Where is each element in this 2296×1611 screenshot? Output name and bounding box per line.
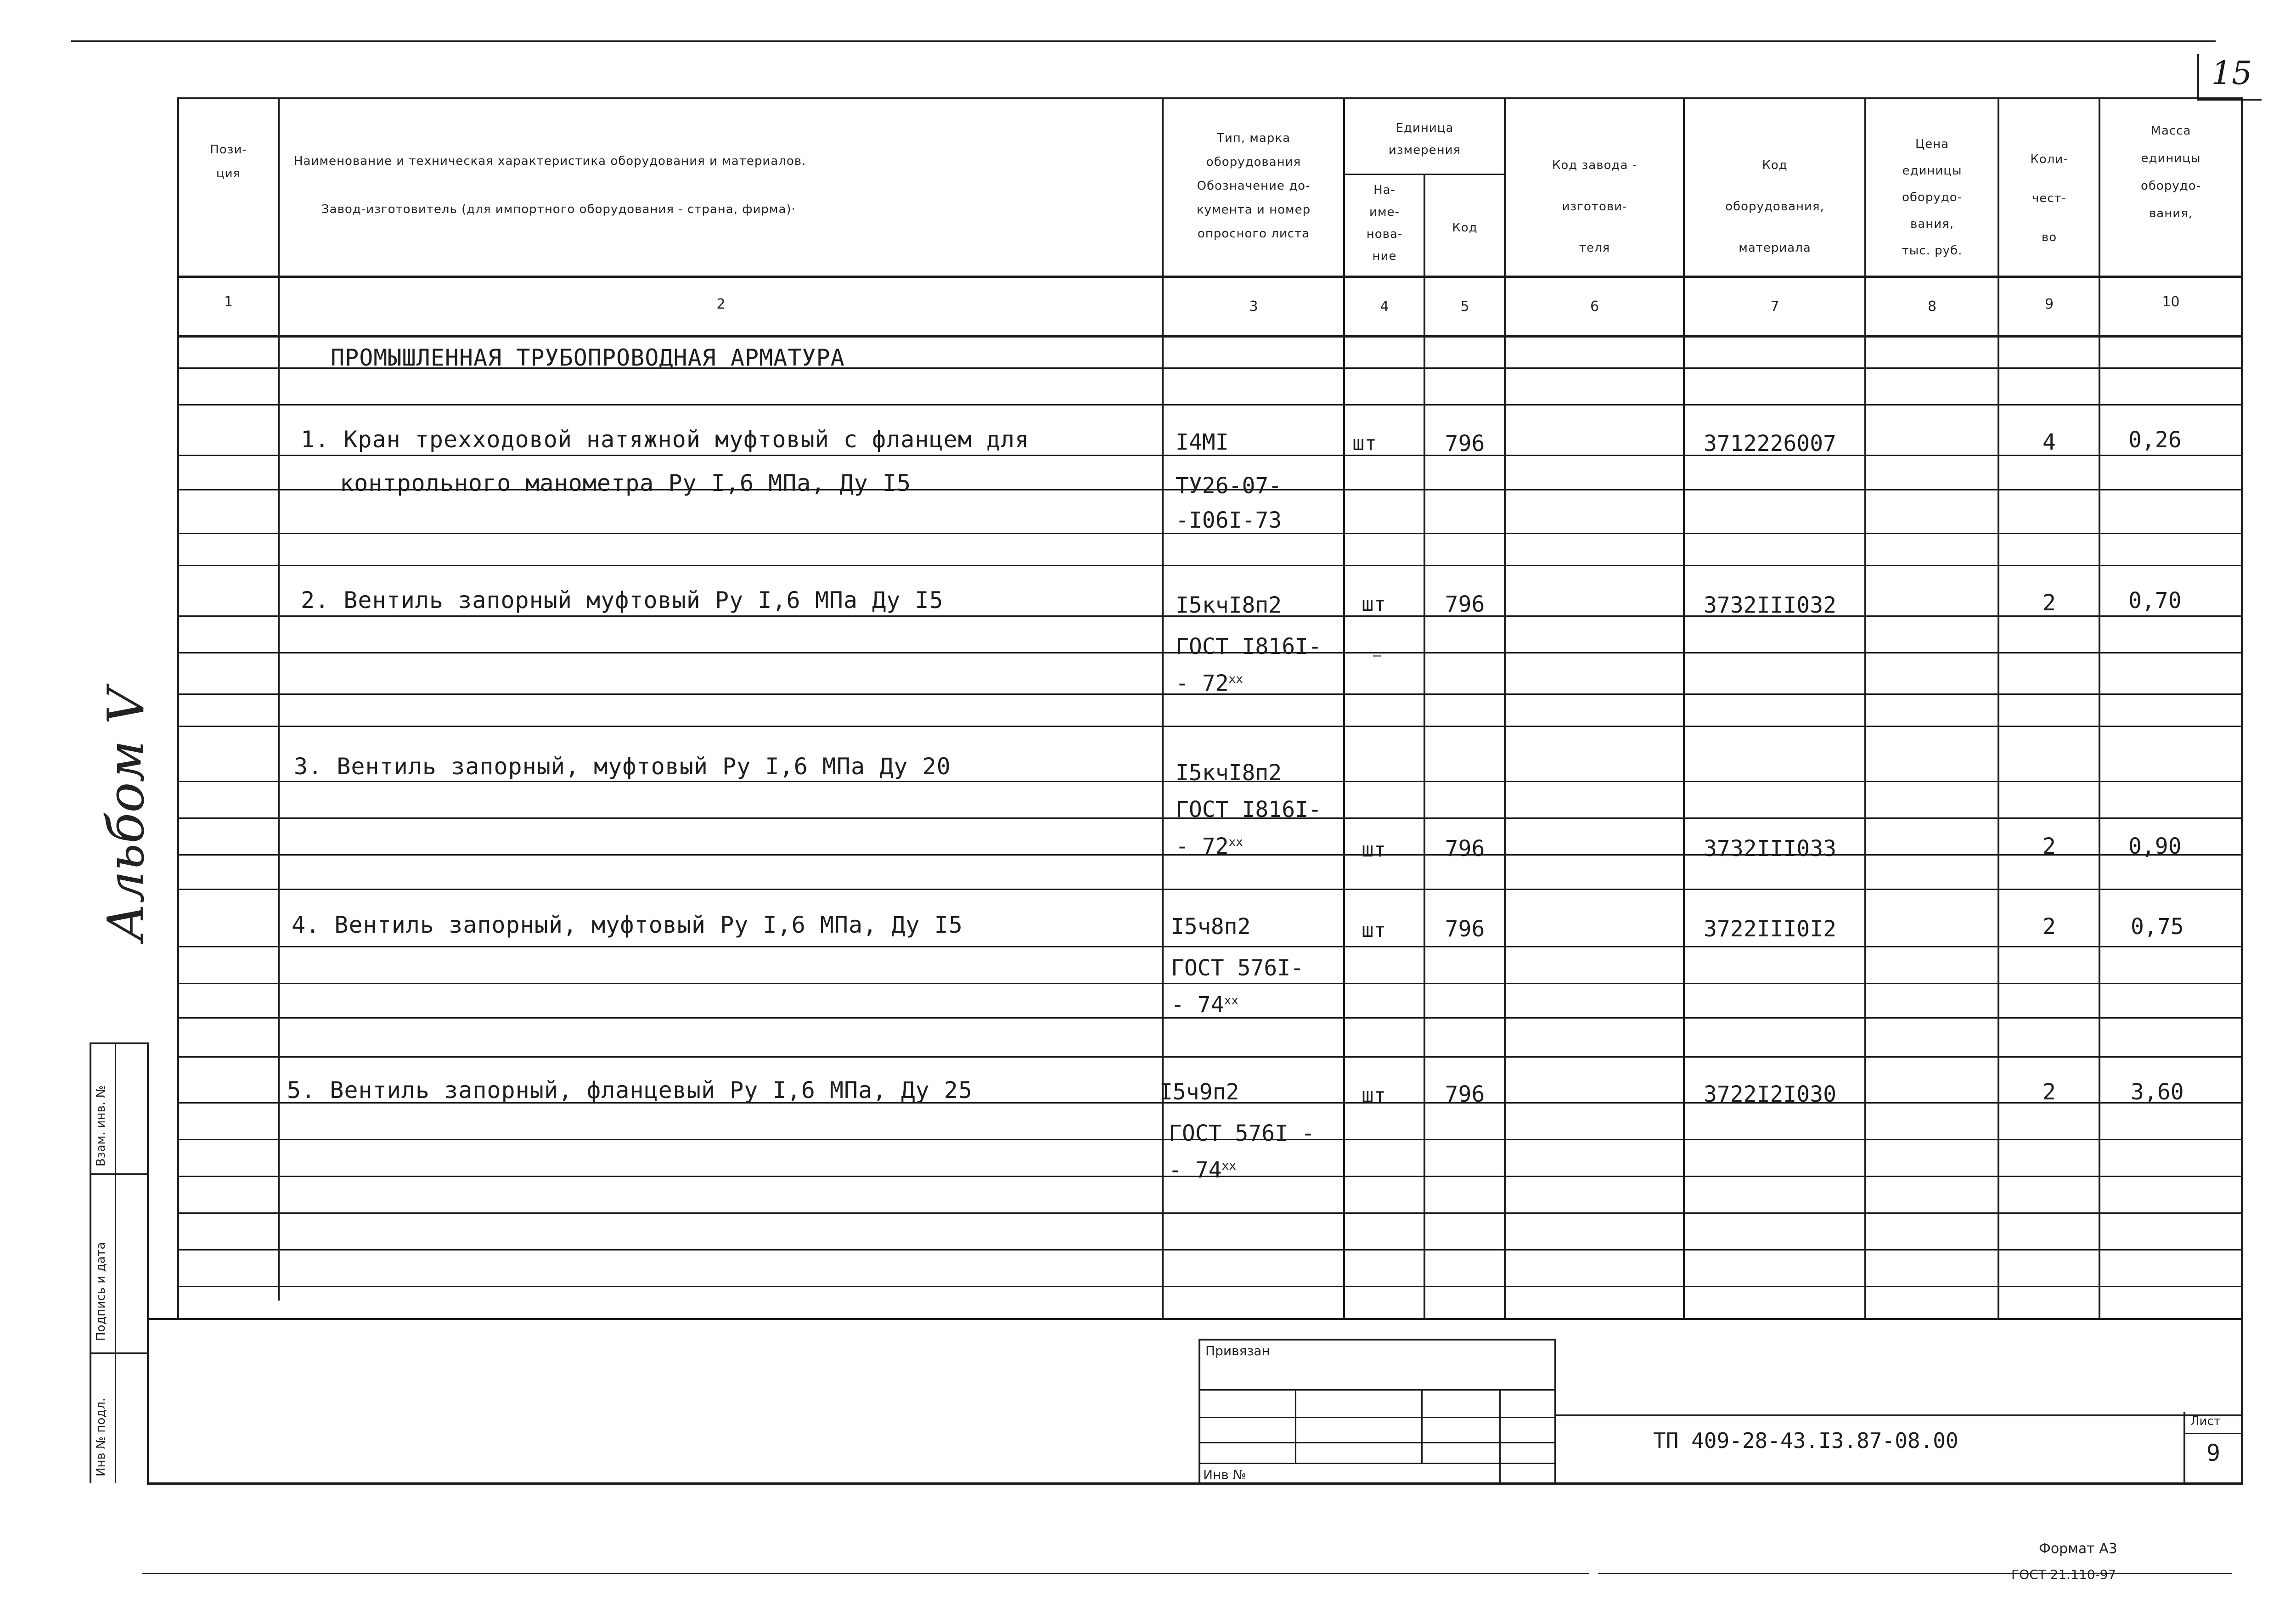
item-2-dash: – [1373, 648, 1382, 664]
item-2-type-doc2: - $72^{хх}$ [1176, 670, 1243, 696]
item-1-type-doc: ТУ26-07- [1176, 473, 1282, 499]
privyazan-row-4 [1199, 1463, 1554, 1464]
stamp-left [90, 1042, 91, 1483]
item-3-type-doc2: - $72^{хх}$ [1176, 834, 1243, 859]
header-type: Тип, марка оборудования Обозначение до- кумента и номер опросного листа [1196, 131, 1311, 241]
header-price: Цена единицы оборудо- вания, тыс. руб. [1902, 137, 1963, 258]
item-3-type: I5кчI8п2 [1176, 760, 1282, 786]
header-mass: Масса единицы оборудо- вания, [2140, 124, 2201, 220]
item-5-equip-code: 3722I2I030 [1704, 1082, 1836, 1107]
row-line [179, 1286, 2241, 1287]
stamp-top [90, 1042, 149, 1044]
colnum-6: 6 [1590, 299, 1599, 315]
col-border-9 [2099, 97, 2100, 1319]
frame-right [2241, 97, 2243, 1484]
row-line [179, 404, 2241, 406]
header-unit-name: На- име- нова- ние [1366, 183, 1403, 263]
footer-gost: ГОСТ 21.110-97 [2011, 1567, 2116, 1582]
col-border-5 [1504, 97, 1506, 1319]
colnum-4: 4 [1380, 299, 1389, 315]
item-5-mass: 3,60 [2131, 1079, 2184, 1105]
item-3-qty: 2 [2043, 834, 2056, 859]
privyazan-left [1199, 1339, 1200, 1483]
footer-format: Формат А3 [2039, 1541, 2117, 1557]
item-1-name: 1. Кран трехходовой натяжной муфтовый с фланцем для [301, 426, 1030, 453]
item-5-unit: шт [1362, 1084, 1386, 1107]
item-4-equip-code: 3722III0I2 [1704, 916, 1836, 942]
item-2-type: I5кчI8п2 [1176, 592, 1282, 618]
row-line [179, 1212, 2241, 1214]
row-line [179, 983, 2241, 984]
frame-bottom [147, 1482, 2243, 1485]
item-1-type: I4МI [1176, 429, 1229, 455]
sheet-box-line [2183, 1433, 2241, 1434]
header-equipment-code: Код оборудования, материала [1725, 158, 1824, 255]
sheet-value: 9 [2206, 1440, 2221, 1466]
item-3-code: 796 [1445, 836, 1485, 862]
item-3-name: 3. Вентиль запорный, муфтовый Ру I,6 МПа Ду 20 [294, 753, 951, 780]
row-line [179, 946, 2241, 947]
colnum-bottom [177, 335, 2241, 338]
item-5-type: I5ч9п2 [1159, 1079, 1239, 1105]
privyazan-col-1 [1295, 1389, 1296, 1463]
section-title: ПРОМЫШЛЕННАЯ ТРУБОПРОВОДНАЯ АРМАТУРА [331, 344, 845, 371]
row-line [179, 1249, 2241, 1250]
album-label: Альбом V [96, 687, 155, 941]
col-border-4 [1424, 175, 1425, 1318]
col-border-1 [278, 97, 280, 1301]
item-4-type: I5ч8п2 [1171, 914, 1251, 940]
privyazan-top [1199, 1339, 1554, 1341]
table-bottom [147, 1318, 2243, 1320]
item-3-equip-code: 3732III033 [1704, 836, 1836, 862]
doc-code: ТП 409-28-43.I3.87-08.00 [1653, 1428, 1958, 1453]
page-number: 15 [2211, 54, 2252, 92]
page-number-box-left [2197, 54, 2199, 100]
col-border-6 [1683, 97, 1685, 1319]
item-1-name-line2: контрольного манометра Ру I,6 МПа, Ду I5 [340, 470, 912, 496]
colnum-1: 1 [224, 294, 233, 310]
item-5-type-doc: ГОСТ 576I - [1169, 1121, 1315, 1146]
stamp-inv-podl: Инв № подл. [94, 1397, 108, 1476]
frame-left [147, 1042, 149, 1483]
col-border-0 [177, 97, 179, 1319]
item-2-unit: шт [1362, 592, 1386, 616]
colnum-8: 8 [1927, 299, 1937, 315]
privyazan-row-3 [1199, 1442, 1554, 1443]
privyazan-label: Привязан [1205, 1343, 1270, 1358]
header-name-line1: Наименование и техническая характеристика оборудования и материалов. [294, 154, 806, 168]
privyazan-right [1554, 1339, 1556, 1483]
stamp-vzam: Взам. инв. № [94, 1085, 108, 1166]
privyazan-row-2 [1199, 1417, 1554, 1418]
item-4-mass: 0,75 [2131, 914, 2184, 940]
item-1-qty: 4 [2043, 429, 2056, 455]
stamp-divider [115, 1042, 116, 1483]
inv-no-label: Инв № [1203, 1467, 1246, 1482]
item-1-mass: 0,26 [2128, 427, 2182, 453]
header-unit-code: Код [1452, 221, 1478, 235]
item-2-code: 796 [1445, 591, 1485, 617]
item-1-type-doc2: -I06I-73 [1176, 507, 1282, 533]
item-2-qty: 2 [2043, 590, 2056, 616]
sheet-label: Лист [2190, 1414, 2221, 1428]
item-4-name: 4. Вентиль запорный, муфтовый Ру I,6 МПа, Ду I5 [292, 912, 963, 938]
col-border-2 [1162, 97, 1164, 1319]
item-2-type-doc: ГОСТ I816I- [1176, 634, 1322, 659]
colnum-10: 10 [2162, 294, 2180, 310]
col-border-8 [1998, 97, 1999, 1319]
colnum-5: 5 [1460, 299, 1469, 315]
item-5-type-doc2: - $74^{хх}$ [1169, 1157, 1236, 1183]
row-line [179, 1056, 2241, 1058]
row-line [179, 565, 2241, 566]
doccode-top [1554, 1414, 2241, 1416]
colnum-9: 9 [2044, 296, 2054, 312]
stamp-line-1 [90, 1173, 149, 1175]
item-4-code: 796 [1445, 916, 1485, 942]
item-4-qty: 2 [2043, 914, 2056, 940]
item-1-unit: шт [1352, 432, 1377, 455]
item-3-unit: шт [1362, 838, 1386, 862]
colnum-7: 7 [1770, 299, 1779, 315]
unit-group-line [1343, 174, 1504, 175]
sheet-top-line [71, 40, 2216, 42]
item-2-mass: 0,70 [2128, 588, 2182, 614]
col-border-7 [1864, 97, 1866, 1319]
header-position: Пози- ция [210, 143, 247, 180]
header-unit-group: Единица измерения [1388, 121, 1461, 157]
item-5-qty: 2 [2043, 1079, 2056, 1105]
item-3-mass: 0,90 [2128, 834, 2182, 859]
item-5-code: 796 [1445, 1082, 1485, 1107]
colnum-3: 3 [1249, 299, 1258, 315]
footer-line-left [142, 1573, 1589, 1574]
item-1-equip-code: 3712226007 [1704, 431, 1836, 456]
item-4-type-doc2: - $74^{хх}$ [1171, 992, 1238, 1018]
colnum-2: 2 [716, 296, 726, 312]
stamp-line-2 [90, 1352, 149, 1354]
stamp-podpis: Подпись и дата [94, 1242, 108, 1341]
table-top [177, 97, 2241, 99]
header-factory-code: Код завода - изготови- теля [1552, 158, 1638, 255]
header-name-line2: Завод-изготовитель (для импортного оборудования - страна, фирма)· [321, 203, 796, 216]
privyazan-col-2 [1421, 1389, 1423, 1463]
header-bottom [177, 276, 2241, 278]
footer-line-right [1598, 1573, 2232, 1574]
sheet-box-left [2183, 1412, 2185, 1483]
item-5-name: 5. Вентиль запорный, фланцевый Ру I,6 МПа, Ду 25 [287, 1077, 973, 1104]
item-2-name: 2. Вентиль запорный муфтовый Ру I,6 МПа Ду I5 [301, 587, 944, 614]
privyazan-row-1 [1199, 1389, 1554, 1391]
header-quantity: Коли- чест- во [2030, 152, 2068, 244]
item-3-type-doc: ГОСТ I816I- [1176, 797, 1322, 822]
item-1-code: 796 [1445, 431, 1485, 456]
col-border-3 [1343, 97, 1345, 1319]
item-4-unit: шт [1362, 918, 1386, 942]
item-2-equip-code: 3732III032 [1704, 592, 1836, 618]
item-4-type-doc: ГОСТ 576I- [1171, 955, 1304, 981]
row-line [179, 889, 2241, 890]
privyazan-col-3 [1499, 1389, 1501, 1483]
row-line [179, 726, 2241, 727]
